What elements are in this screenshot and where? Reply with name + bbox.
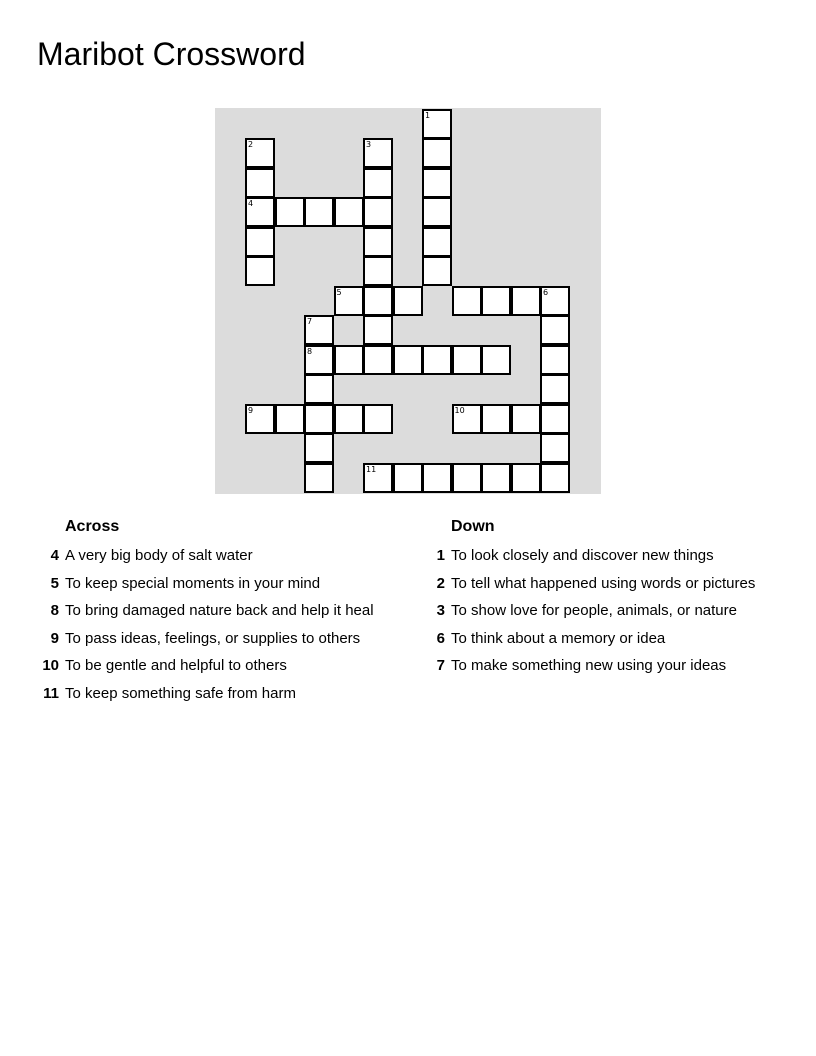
clue-down [416, 546, 796, 574]
grid-cell[interactable] [422, 345, 452, 375]
grid-cell[interactable] [540, 404, 570, 434]
grid-cell[interactable] [245, 404, 275, 434]
clue-number-label: 3 [366, 140, 372, 149]
grid-cell[interactable] [481, 463, 511, 493]
grid-cell[interactable] [393, 463, 423, 493]
grid-cell[interactable] [422, 138, 452, 168]
clue-number: 10 [42, 657, 59, 674]
grid-cell[interactable] [363, 404, 393, 434]
grid-cell[interactable] [540, 345, 570, 375]
clue-number: 11 [43, 684, 59, 702]
clue-number-label: 7 [307, 317, 313, 326]
clue-number-label: 2 [248, 140, 254, 149]
grid-cell[interactable] [452, 404, 482, 434]
grid-cell[interactable] [363, 168, 393, 198]
grid-cell[interactable] [334, 197, 364, 227]
grid-cell[interactable] [393, 286, 423, 316]
grid-cell[interactable] [363, 315, 393, 345]
grid-cell[interactable] [511, 463, 541, 493]
clue-number: 1 [436, 547, 445, 564]
grid-cell[interactable] [304, 197, 334, 227]
clue-across [30, 656, 390, 684]
clue-across [30, 629, 390, 657]
crossword-grid [215, 108, 601, 494]
grid-cell[interactable] [540, 374, 570, 404]
grid-cell[interactable] [422, 168, 452, 198]
across-clues [30, 517, 390, 711]
clue-number: 6 [436, 629, 445, 647]
clue-number: 3 [436, 602, 445, 619]
grid-cell[interactable] [481, 345, 511, 375]
grid-cell[interactable] [304, 374, 334, 404]
grid-cell[interactable] [275, 197, 305, 227]
clue-text: A very big body of salt water [65, 547, 253, 564]
clue-down [416, 601, 796, 629]
grid-cell[interactable] [245, 168, 275, 198]
clue-number-label: 4 [248, 199, 254, 208]
clue-number-label: 8 [307, 346, 313, 356]
clue-text: To pass ideas, feelings, or supplies to others [65, 629, 361, 647]
grid-cell[interactable] [363, 286, 393, 316]
grid-cell[interactable] [245, 138, 275, 168]
clue-number: 7 [436, 657, 445, 674]
clue-text: To show love for people, animals, or nature [451, 602, 737, 619]
grid-cell[interactable] [422, 227, 452, 257]
clue-text: To be gentle and helpful to others [65, 657, 287, 674]
grid-cell[interactable] [422, 463, 452, 493]
page-title: Maribot Crossword [37, 36, 306, 72]
grid-cell[interactable] [304, 433, 334, 463]
grid-cell[interactable] [363, 138, 393, 168]
clue-number: 5 [50, 574, 59, 592]
grid-cell[interactable] [334, 286, 364, 316]
down-clues [416, 517, 796, 684]
clue-number-label: 1 [425, 110, 431, 120]
clue-down [416, 656, 796, 684]
clue-number-label: 10 [454, 405, 465, 415]
clue-down [416, 574, 796, 602]
grid-cell[interactable] [540, 286, 570, 316]
grid-cell[interactable] [334, 404, 364, 434]
grid-cell[interactable] [422, 256, 452, 286]
clue-text: To bring damaged nature back and help it heal [65, 602, 374, 619]
clue-across [30, 684, 390, 712]
grid-cell[interactable] [452, 286, 482, 316]
grid-cell[interactable] [304, 345, 334, 375]
clue-number-label: 6 [543, 287, 549, 297]
grid-cell[interactable] [363, 345, 393, 375]
grid-cell[interactable] [511, 404, 541, 434]
clue-number: 9 [50, 629, 59, 647]
grid-cell[interactable] [540, 433, 570, 463]
grid-cell[interactable] [363, 227, 393, 257]
grid-cell[interactable] [304, 463, 334, 493]
clue-across [30, 601, 390, 629]
grid-cell[interactable] [363, 197, 393, 227]
clue-text: To make something new using your ideas [451, 657, 727, 674]
clue-text: To keep something safe from harm [65, 684, 296, 702]
grid-cell[interactable] [422, 197, 452, 227]
grid-cell[interactable] [245, 197, 275, 227]
grid-cell[interactable] [245, 256, 275, 286]
grid-cell[interactable] [422, 109, 452, 139]
grid-cell[interactable] [452, 463, 482, 493]
grid-cell[interactable] [511, 286, 541, 316]
grid-cell[interactable] [363, 463, 393, 493]
clue-text: To tell what happened using words or pictures [451, 574, 756, 592]
clue-number-label: 5 [336, 287, 342, 297]
clue-text: To think about a memory or idea [451, 629, 666, 647]
grid-cell[interactable] [481, 404, 511, 434]
clue-across [30, 574, 390, 602]
grid-cell[interactable] [334, 345, 364, 375]
grid-cell[interactable] [452, 345, 482, 375]
grid-cell[interactable] [393, 345, 423, 375]
grid-cell[interactable] [304, 315, 334, 345]
clue-across [30, 546, 390, 574]
down-heading: Down [451, 518, 495, 535]
grid-cell[interactable] [245, 227, 275, 257]
clue-down [416, 629, 796, 657]
grid-cell[interactable] [540, 315, 570, 345]
clue-number-label: 11 [366, 464, 377, 474]
clue-number-label: 9 [248, 405, 254, 415]
grid-cell[interactable] [481, 286, 511, 316]
grid-cell[interactable] [363, 256, 393, 286]
clue-number: 2 [436, 574, 445, 592]
grid-cell[interactable] [540, 463, 570, 493]
clue-text: To look closely and discover new things [451, 547, 714, 564]
clue-number: 4 [50, 547, 59, 564]
across-heading: Across [65, 518, 120, 535]
clue-text: To keep special moments in your mind [65, 574, 321, 592]
grid-cell[interactable] [304, 404, 334, 434]
grid-cell[interactable] [275, 404, 305, 434]
clue-number: 8 [50, 602, 59, 619]
